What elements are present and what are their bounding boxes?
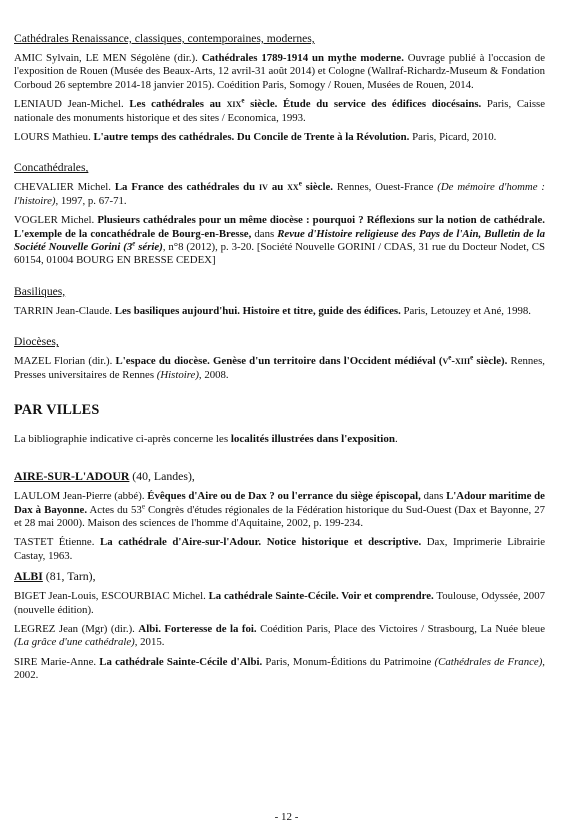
town-heading-aire	[14, 469, 545, 484]
entry-title	[116, 355, 508, 367]
superscript: e	[298, 179, 302, 188]
entry-year: , 2015.	[134, 636, 165, 649]
entry-author: MAZEL Florian (dir.).	[14, 355, 116, 368]
entry-publication: Toulouse, Odyssée, 2007 (nouvelle édition).	[14, 590, 546, 616]
entry-series: (Histoire)	[156, 368, 199, 381]
entry-publication: , n°8 (2012), p. 3-20. [Société Nouvelle GORINI / CDAS, 31 rue du Docteur Nodet, CS 60154, 01004 BOURG EN BRESSE CEDEX]	[14, 241, 545, 267]
bibliography-page	[14, 32, 545, 689]
entry-sire	[14, 656, 545, 683]
entry-title: La cathédrale Sainte-Cécile d'Albi.	[99, 655, 263, 668]
entry-legrez	[14, 623, 545, 650]
entry-chevalier	[14, 181, 545, 208]
section-heading-concathedrales: Concathédrales,	[14, 161, 89, 175]
section-heading-dioceses: Diocèses,	[14, 335, 59, 349]
title-part: siècle.	[301, 181, 333, 194]
entry-author: LENIAUD Jean-Michel.	[14, 98, 130, 111]
superscript: e	[448, 353, 452, 362]
entry-mazel	[14, 355, 545, 382]
superscript: e	[141, 501, 145, 510]
section-heading-basiliques: Basiliques,	[14, 284, 66, 298]
town-name: AIRE-SUR-L'ADOUR	[14, 469, 130, 484]
entry-series: (Cathédrales de France)	[434, 655, 543, 668]
entry-publication: Actes du 53	[87, 503, 142, 516]
entry-publication: Paris, Letouzey et Ané, 1998.	[400, 304, 531, 317]
journal-part: Revue d'Histoire religieuse des Pays de l'Ain, Bulletin de la Société Nouvelle Gorini (3	[14, 227, 545, 254]
entry-author: TARRIN Jean-Claude.	[14, 304, 115, 317]
entry-publication: Dax, Imprimerie Librairie Castay, 1963.	[14, 536, 545, 562]
entry-title: La cathédrale Sainte-Cécile. Voir et comprendre.	[208, 590, 434, 603]
town-department: (40, Landes),	[129, 469, 195, 484]
title-part: siècle. Étude du service des édifices diocésains.	[244, 98, 482, 111]
century-numeral: xix	[226, 98, 242, 111]
entry-publication: Paris, Monum-Éditions du Patrimoine	[262, 655, 435, 668]
page-number: - 12 -	[274, 811, 299, 823]
entry-publication: Rennes, Ouest-France	[332, 181, 438, 194]
entry-title: Cathédrales 1789-1914 un mythe moderne.	[201, 52, 404, 64]
entry-biget	[14, 590, 545, 617]
entry-publication: Coédition Paris, Place des Victoires / Strasbourg, La Nuée bleue	[256, 622, 545, 635]
entry-title: Albi. Forteresse de la foi.	[138, 622, 257, 635]
town-name: ALBI	[14, 569, 43, 584]
title-part: au	[267, 181, 288, 194]
title-part: siècle).	[473, 355, 508, 368]
entry-connector: dans	[420, 490, 447, 503]
entry-series: (La grâce d'une cathédrale)	[14, 636, 135, 649]
century-numeral: iv	[259, 181, 268, 194]
entry-author: VOGLER Michel.	[14, 214, 98, 227]
entry-author: CHEVALIER Michel.	[14, 181, 115, 194]
entry-tarrin	[14, 305, 545, 318]
entry-title: Plusieurs cathédrales pour un même diocèse : pourquoi ? Réflexions sur la notion de cathédrale. L'exemple de la concathédrale de Bourg-en-Bresse,	[14, 214, 545, 240]
journal-part: série)	[135, 241, 163, 254]
title-part: L'espace du diocèse. Genèse d'un territoire dans l'Occident médiéval (	[115, 355, 443, 368]
entry-year: , 2008.	[198, 368, 229, 381]
entry-author: SIRE Marie-Anne.	[14, 655, 100, 668]
superscript: e	[132, 239, 136, 248]
entry-title: Évêques d'Aire ou de Dax ? ou l'errance du siège épiscopal,	[147, 490, 421, 503]
entry-leniaud	[14, 98, 545, 125]
century-numeral: xx	[287, 181, 299, 194]
intro-paragraph	[14, 433, 545, 445]
entry-publication: Rennes, Presses universitaires de Rennes	[14, 355, 545, 381]
entry-title: La cathédrale d'Aire-sur-l'Adour. Notice historique et descriptive.	[100, 536, 422, 549]
entry-year: , 2002.	[14, 655, 545, 682]
section-heading-cathedrales: Cathédrales Renaissance, classiques, contemporaines, modernes,	[14, 32, 315, 45]
par-villes-heading: PAR VILLES	[14, 402, 100, 419]
title-part: Les cathédrales au	[129, 98, 227, 111]
entry-publication: Ouvrage publié à l'occasion de l'exposition de Rouen (Musée des Beaux-Arts, 12 avril-31 août 2014) et Cologne (Wallraf-Richardz-Museum & Fondation Corboud 26 septembre 2014-18 janvier 2015). Coédition Paris, Somogy / Rouen, Musées de Rouen, 2014.	[14, 52, 546, 91]
entry-title: Les basiliques aujourd'hui. Histoire et titre, guide des édifices.	[114, 304, 401, 317]
entry-book-title: L'Adour maritime de Dax à Bayonne.	[14, 490, 545, 516]
superscript: e	[470, 353, 474, 362]
century-numeral: xiii	[455, 355, 471, 368]
title-part: -	[451, 355, 455, 368]
entry-lours	[14, 131, 545, 144]
intro-emphasis: localités illustrées dans l'exposition	[230, 433, 395, 446]
town-heading-albi	[14, 569, 545, 584]
entry-publication-cont: Congrès d'études régionales de la Fédération historique du Sud-Ouest (Dax et Bayonne, 27 et 28 mai 2000). Maison des sciences de l'homme d'Aquitaine, 2002, p. 199-234.	[14, 503, 546, 529]
intro-text-end: .	[394, 433, 398, 446]
entry-author: AMIC Sylvain, LE MEN Ségolène (dir.).	[14, 52, 202, 64]
entry-publication: Paris, Caisse nationale des monuments historique et des sites / Economica, 1993.	[14, 98, 546, 124]
entry-author: LEGREZ Jean (Mgr) (dir.).	[14, 622, 139, 635]
intro-text: La bibliographie indicative ci-après concerne les	[14, 433, 231, 446]
entry-title	[115, 181, 333, 193]
superscript: e	[241, 96, 245, 105]
entry-pages: , 1997, p. 67-71.	[55, 194, 127, 207]
entry-title	[129, 98, 481, 110]
entry-title: L'autre temps des cathédrales. Du Concile de Trente à la Révolution.	[93, 131, 410, 144]
entry-author: LAULOM Jean-Pierre (abbé).	[14, 490, 148, 503]
entry-author: BIGET Jean-Louis, ESCOURBIAC Michel.	[14, 590, 209, 603]
town-department: (81, Tarn),	[42, 569, 96, 584]
century-numeral: v	[442, 355, 449, 368]
entry-laulom	[14, 490, 545, 530]
entry-vogler	[14, 214, 545, 268]
title-part: La France des cathédrales du	[114, 181, 260, 194]
entry-connector: dans	[251, 227, 278, 240]
entry-amic	[14, 52, 545, 92]
entry-publication: Paris, Picard, 2010.	[409, 131, 497, 144]
entry-author: LOURS Mathieu.	[14, 131, 94, 144]
entry-tastet	[14, 536, 545, 563]
entry-series: (De mémoire d'homme : l'histoire)	[14, 181, 545, 207]
entry-author: TASTET Étienne.	[14, 536, 101, 549]
